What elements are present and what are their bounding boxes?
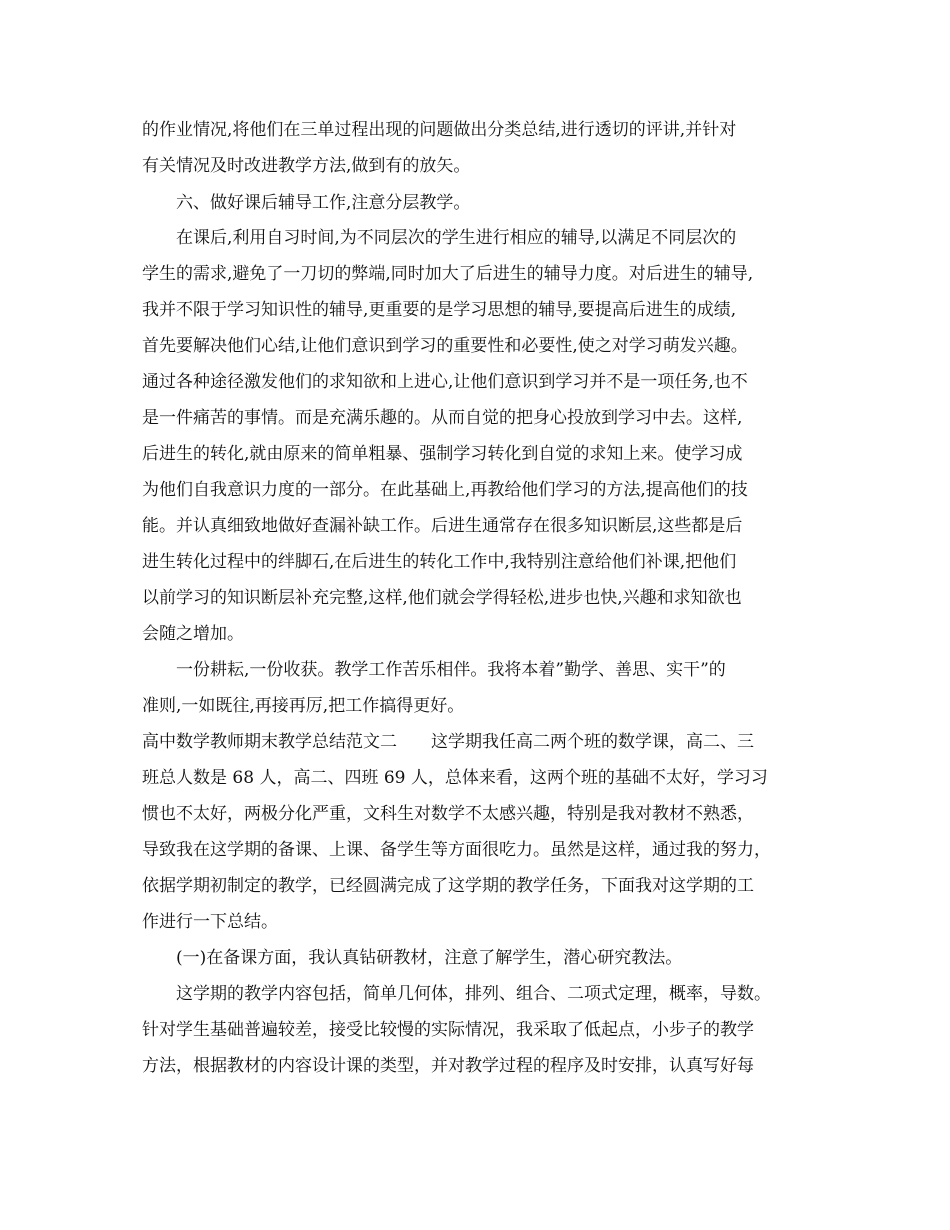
text-line: 进生转化过程中的绊脚石,在后进生的转化工作中,我特别注意给他们补课,把他们	[142, 552, 737, 572]
text-line: 会随之增加。	[142, 624, 244, 644]
text-line: 班总人数是 68 人，高二、四班 69 人，总体来看，这两个班的基础不太好，学习习	[142, 768, 768, 788]
section-heading: 六、做好课后辅导工作,注意分层教学。	[176, 193, 471, 213]
text-line: 针对学生基础普遍较差，接受比较慢的实际情况，我采取了低起点，小步子的教学	[142, 1020, 754, 1040]
text-line: 有关情况及时改进教学方法,做到有的放矢。	[142, 156, 471, 176]
text-line: 作进行一下总结。	[142, 912, 278, 932]
article-title-line: 高中数学教师期末教学总结范文二 这学期我任高二两个班的数学课，高二、三	[142, 732, 754, 752]
text-line: 我并不限于学习知识性的辅导,更重要的是学习思想的辅导,要提高后进生的成绩,	[142, 300, 737, 320]
text-line: 在课后,利用自习时间,为不同层次的学生进行相应的辅导,以满足不同层次的	[176, 228, 737, 248]
text-line: 通过各种途径激发他们的求知欲和上进心,让他们意识到学习并不是一项任务,也不	[142, 372, 748, 392]
text-line: 后进生的转化,就由原来的简单粗暴、强制学习转化到自觉的求知上来。使学习成	[142, 444, 743, 464]
text-line: 首先要解决他们心结,让他们意识到学习的重要性和必要性,使之对学习萌发兴趣。	[142, 336, 748, 356]
text-line: 为他们自我意识力度的一部分。在此基础上,再教给他们学习的方法,提高他们的技	[142, 480, 748, 500]
section-heading: (一)在备课方面，我认真钻研教材，注意了解学生，潜心研究教法。	[176, 948, 683, 968]
text-line: 一份耕耘,一份收获。教学工作苦乐相伴。我将本着”勤学、善思、实干”的	[176, 660, 726, 680]
text-line: 能。并认真细致地做好查漏补缺工作。后进生通常存在很多知识断层,这些都是后	[142, 516, 743, 536]
text-line: 导致我在这学期的备课、上课、备学生等方面很吃力。虽然是这样，通过我的努力，	[142, 840, 771, 860]
text-line: 这学期的教学内容包括，简单几何体，排列、组合、二项式定理，概率，导数。	[176, 984, 771, 1004]
text-line: 依据学期初制定的教学，已经圆满完成了这学期的教学任务，下面我对这学期的工	[142, 876, 754, 896]
text-line: 学生的需求,避免了一刀切的弊端,同时加大了后进生的辅导力度。对后进生的辅导,	[142, 264, 754, 284]
text-line: 惯也不太好，两极分化严重，文科生对数学不太感兴趣，特别是我对教材不熟悉，	[142, 804, 754, 824]
text-line: 是一件痛苦的事情。而是充满乐趣的。从而自觉的把身心投放到学习中去。这样,	[142, 408, 743, 428]
text-line: 准则,一如既往,再接再厉,把工作搞得更好。	[142, 696, 465, 716]
text-line: 以前学习的知识断层补充完整,这样,他们就会学得轻松,进步也快,兴趣和求知欲也	[142, 588, 742, 608]
text-line: 方法，根据教材的内容设计课的类型，并对教学过程的程序及时安排，认真写好每	[142, 1056, 754, 1076]
text-line: 的作业情况,将他们在三单过程出现的问题做出分类总结,进行透切的评讲,并针对	[142, 120, 737, 140]
